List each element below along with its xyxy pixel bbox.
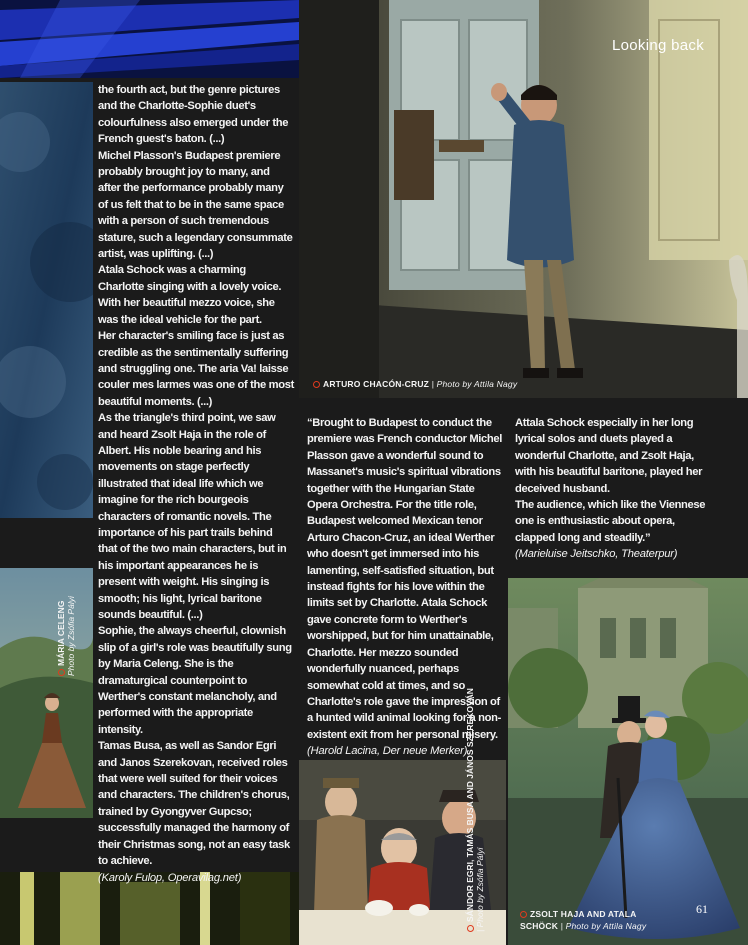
caption-name: MÁRIA CELENG [56, 600, 66, 666]
paragraph: Atala Schock was a charming Charlotte singing with a lovely voice. With her beautiful mezzo voice, she was the ideal vehicle for the part. [98, 264, 282, 326]
caption-credit: Photo by Zsófia Pályi [66, 596, 76, 676]
maria-celeng-photo [0, 568, 93, 818]
caption-credit: | Photo by Attila Nagy [431, 379, 518, 389]
paragraph: the fourth act, but the genre pictures and the Charlotte-Sophie duet's colourfulness also emerged under the French guest's baton. (...) [98, 84, 289, 146]
paragraph: Her character's smiling face is just as credible as the sentimentally suffering and struggling one. The aria Va! laisse couler mes larmes was one of the most beautiful moments. (...) [98, 330, 294, 408]
zsolt-atala-caption [520, 908, 646, 932]
arturo-caption [313, 379, 517, 389]
top-left-stage-photo [0, 0, 299, 78]
column-3 [515, 415, 715, 563]
caption-credit: | Photo by Attila Nagy [560, 921, 647, 931]
arturo-stage-photo [299, 0, 748, 398]
section-title: Looking back [612, 37, 704, 54]
column-2 [307, 415, 503, 760]
paragraph: “Brought to Budapest to conduct the premiere was French conductor Michel Plasson gave a wonderful sound to Massanet's music's spiritual vibrations together with the Hungarian State Opera Orchestra. For the title role, Budapest welcomed Mexican tenor Arturo Chacon-Cruz, an ideal Werther who doesn't get immersed into his lamenting, self-satisfied situation, but instead fights for his love within the limits set by Charlotte. Atala Schock gave concrete form to Werther's worshipped, but for him unattainable, Charlotte. Her mezzo sounded wonderfully nuanced, perhaps somewhat cold at times, and so Charlotte's role gave the impression of a hunted wild animal looking for a non-existent exit from her personal misery. [307, 417, 503, 741]
paragraph: As the triangle's third point, we saw and heard Zsolt Haja in the role of Albert. His noble bearing and his movements on stage perfectly illustrated that ideal life which we imagine for the rich bourgeois characters of romantic novels. The importance of his part trails behind that of the two main characters, but in his important appearances he is present with weight. His singing is smooth; his light, lyrical baritone sounds beautiful. (...) [98, 412, 287, 621]
paragraph: Tamas Busa, as well as Sandor Egri and Janos Szerekovan, received roles that were well suited for their voices and characters. The children's chorus, trained by Gyongyver Gupcso; successfully managed the harmony of their Christmas song, not an easy task to achieve. [98, 740, 290, 868]
caption-marker-icon [313, 381, 320, 388]
caption-marker-icon [467, 925, 474, 932]
caption-credit: | Photo by Zsófia Pályi [475, 847, 485, 932]
paragraph: Sophie, the always cheerful, clownish slip of a girl's role was beautifully sung by Maria Celeng. She is the dramaturgical counterpoint to Werther's constant melancholy, and performed with the appropriate intensity. [98, 625, 292, 736]
citation: (Marieluise Jeitschko, Theaterpur) [515, 548, 678, 561]
paragraph: Attala Schock especially in her long lyrical solos and duets played a wonderful Charlotte, and Zsolt Haja, with his beautiful baritone, played her deceived husband. [515, 417, 703, 495]
caption-name-line1: ZSOLT HAJA AND ATALA [530, 909, 637, 919]
caption-marker-icon [58, 669, 65, 676]
caption-name-line2: SCHÖCK [520, 921, 559, 931]
citation: (Harold Lacina, Der neue Merker) [307, 745, 468, 758]
paragraph: The audience, which like the Viennese one is enthusiastic about opera, clapped long and steadily.” [515, 499, 706, 544]
left-blue-texture-photo [0, 82, 93, 518]
column-1 [98, 82, 294, 886]
caption-name: ARTURO CHACÓN-CRUZ [323, 379, 430, 389]
citation: (Karoly Fulop, Operavilag.net) [98, 871, 242, 884]
page-number: 61 [696, 902, 708, 916]
caption-name: SÁNDOR EGRI, TAMÁS BUSA AND JÁNOS SZEREKOVÁN [465, 688, 475, 922]
paragraph: Michel Plasson's Budapest premiere probably brought joy to many, and after the performance probably many of us felt that to be in the same space with a person of such tremendous stature, such a legendary consummate artist, was uplifting. (...) [98, 149, 293, 261]
caption-marker-icon [520, 911, 527, 918]
maria-caption [56, 596, 76, 676]
zsolt-atala-photo [508, 578, 748, 945]
